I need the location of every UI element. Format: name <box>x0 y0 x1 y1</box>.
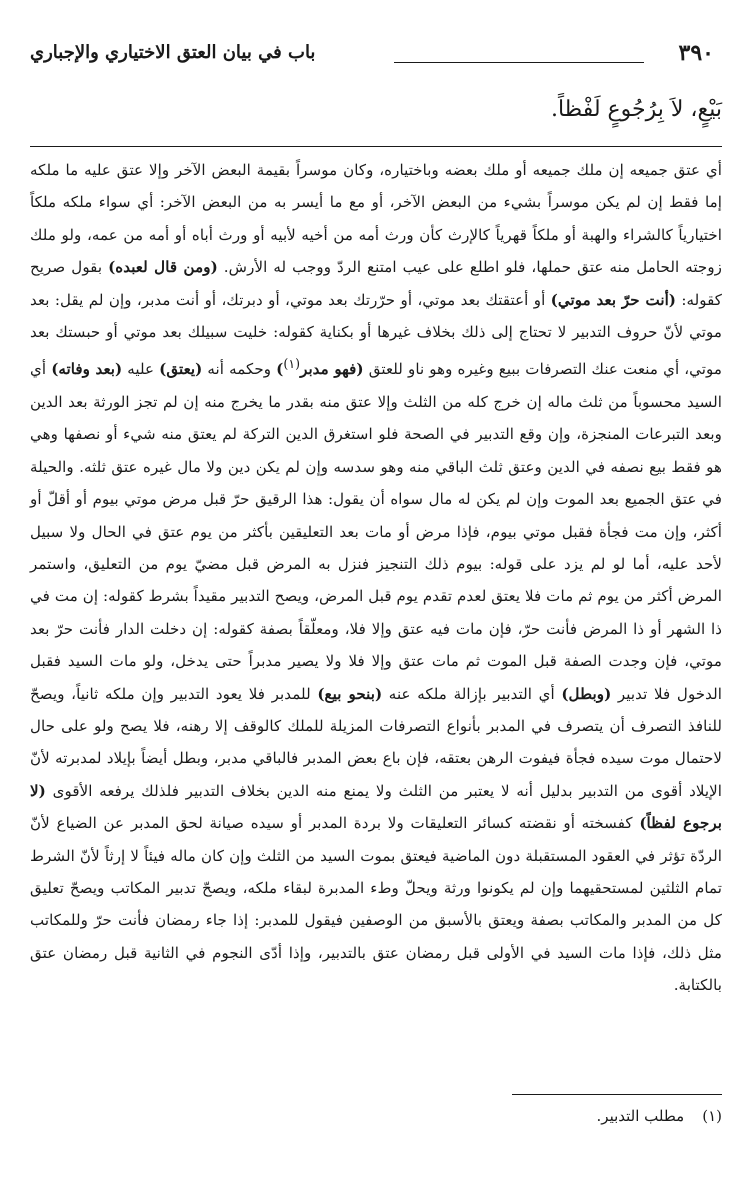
footnote-separator <box>512 1094 722 1095</box>
body-text-run: أي عتق جميعه إن ملك جميعه أو ملك بعضه وباختياره، وكان موسراً بقيمة البعض الآخر وإلا عتق عليه ما ملكه إما فقط إن لم يكن موسراً بشيء من البعض الآخر، أو مع ما أيسر به من البعض الآخر: أي سواء ملكه ملكاً اختيارياً كالشراء والهبة أو ملكاً قهرياً كالإرث كأن ورث أمه من أخيه لأبيه أو ورث أباه أو أمه من عمه، ولو ملك زوجته الحامل منه عتق حملها، فلو اطلع على عيب امتنع الردّ ووجب له الأرش. <box>30 161 722 277</box>
body-text-run: وحكمه أنه <box>202 360 277 379</box>
matn-quote: (بعد وفاته) <box>51 360 123 379</box>
body-text-run: أي السيد محسوباً من ثلث ماله إن خرج كله من الثلث وإلا عتق منه بقدر ما يخرج منه إن لم تجز الورثة بعد الدين وبعد التبرعات المنجزة، وإن وقع التدبير في الصحة فلو استغرق الدين التركة لم يعتق منه شيء أو نصفها وهي هو فقط بيع نصفه في الدين وعتق ثلث الباقي منه وهو سدسه وإن لم يكن دين ولا مال غيره عتق ثلثه. والحيلة في عتق الجميع بعد الموت وإن لم يكن له مال سواه أن يقول: هذا الرقيق حرّ قبل مرض موتي بيوم أو أقلّ أو أكثر، وإن مت فجأة فقبل موتي بيوم، فإذا مرض أو مات بعد التعليقين بأكثر من يوم عتق في الحال ولا سبيل لأحد عليه، أما لو لم يزد على قوله: بيوم ذلك التنجيز فنزل به المرض قبل مضيّ يوم من التعليق، واستمر المرض أكثر من يوم ثم مات فلا يعتق لعدم تقدم يوم قبل المرض، ويصح التدبير مقيداً بشرط كقوله: إن مت في ذا الشهر أو ذا المرض فأنت حرّ، فإن مات فيه عتق وإلا فلا، ومعلّقاً بصفة كقوله: إن دخلت الدار فأنت حرّ بعد موتي، فإن وجدت الصفة قبل الموت ثم مات عتق وإلا فلا ولا يصير مدبراً حتى يدخل، ولو مات السيد فقبل الدخول فلا تدبير <box>30 360 722 703</box>
body-text-run: عليه <box>122 360 160 379</box>
commentary-body <box>30 154 722 1002</box>
body-text-run: كفسخته أو نقضته كسائر التعليقات ولا بردة المدبر أو سيده صيانة لحق المدبر عن الضياع لأنّ الردّة تؤثر في العقود المستقبلة دون الماضية فيعتق بموت السيد من الثلث وإن كان ماله فيئاً لا إرثاً لأنّ الشرط تمام الثلثين لمستحقيهما وإن لم يكونوا ورثة ويحلّ وطء المدبرة لبقاء ملكه، ويصحّ تدبير المكاتب ويصحّ تعليق كل من المدبر والمكاتب بصفة ويعتق بالأسبق من الوصفين فيقول للمدبر: إذا جاء رمضان فأنت حرّ وللمكاتب مثل ذلك، فإذا مات السيد في الأولى قبل رمضان عتق بالتدبير، وإذا أدّى النجوم في الثانية قبل رمضان عتق بالكتابة. <box>30 814 722 995</box>
matn-text: بَيْعٍ، لاَ بِرُجُوعٍ لَفْظاً. <box>550 97 722 122</box>
body-text-run: أو أعتقتك بعد موتي، أو حرّرتك بعد موتي، أو دبرتك، أو أنت مدبر، وإن لم يقل: بعد موتي لأنّ حروف التدبير لا تحتاج إلى ذلك بخلاف غيرها أو بكناية كقوله: خليت سبيلك بعد موتي أو حبستك بعد موتي، أي منعت عنك التصرفات ببيع وغيره وهو ناو للعتق <box>30 290 723 379</box>
running-header <box>30 38 722 78</box>
body-text-run: أي التدبير بإزالة ملكه عنه <box>382 684 562 703</box>
matn-quote: (وبطل) <box>561 684 612 703</box>
body-text-run: بقول صريح كقوله: <box>30 258 722 309</box>
footnote <box>30 1104 722 1128</box>
matn-quote: ) <box>276 360 284 379</box>
page-number: ٣٩٠ <box>678 40 714 66</box>
footnote-text: مطلب التدبير. <box>596 1107 685 1125</box>
footnote-ref: (١) <box>283 356 301 372</box>
matn-quote: (أنت حرّ بعد موتي) <box>550 290 676 309</box>
body-text-run: للمدبر فلا يعود التدبير وإن ملكه ثانياً، ويصحّ للنافذ التصرف أن يتصرف في المدبر بأنواع التصرفات المزيلة للملك كالوقف إلا رهنه، فلا يصح ولو على حال لاحتمال موت سيده فجأة فيفوت الرهن بعتقه، فإن باع بعض المدبر فالباقي مدبر، وبطل أيضاً بإيلاد لمدبرته لأنّ الإيلاد أقوى من التدبير بدليل أنه لا يعتبر من الثلث ولا يمنع منه الدين بخلاف التدبير فلذلك يرفعه الأقوى <box>30 684 722 800</box>
footnote-number: (١) <box>702 1107 722 1125</box>
header-rule <box>394 62 644 63</box>
matn-quote: (لا برجوع لفظاً) <box>30 781 722 833</box>
matn-quote: (بنحو بيع) <box>317 684 383 703</box>
commentary-paragraph <box>30 154 722 1002</box>
matn-quote: (ومن قال لعبده) <box>108 258 218 277</box>
matn-quote: (يعتق) <box>159 360 203 379</box>
matn-separator <box>30 146 722 147</box>
chapter-title: باب في بيان العتق الاختياري والإجباري <box>30 42 316 63</box>
matn-quote: (فهو مدبر <box>300 360 364 379</box>
